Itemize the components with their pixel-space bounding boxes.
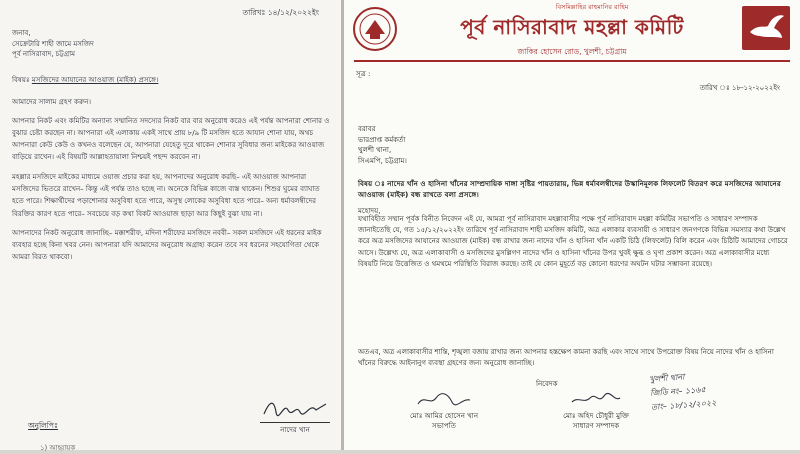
reference-label: সূত্র : bbox=[356, 70, 371, 78]
subject-label: বিষয়ঃ bbox=[12, 75, 30, 84]
body-paragraph: আপনাদের নিকট অনুরোধ জানাচ্ছি– মক্কাশরীফ, মদিনা শরীফের মসজিদে নববী– সকল মসজিদে এই ধরনের মাইক ব্যবহার হচ্ছে কিনা খবর নেন। আপনারা যদি আমাদের অনুরোধ অগ্রাহ্য করেন তবে সব ধরনের সহযোগিতা থেকে আমরা বিরত থাকবো। bbox=[12, 228, 322, 262]
cc-label: অনুলিপিঃ bbox=[28, 421, 58, 430]
recipient-line: সেক্রেটারি শাহী জামে মসজিদ bbox=[12, 39, 94, 48]
subject-line: বিষয় ঃ নাদের খাঁন ও হাসিনা খাঁনের সাম্প্রদায়িক দাঙ্গা সৃষ্টির পায়তারায়, ভিন্ন ধর্মাবলম্বীদের উস্কানিমূলক লিফলেট বিতরণ করে মসজিদের আযানের আওয়াজ (মাইক) বন্ধ রাখতে বলা প্রসঙ্গে। bbox=[358, 179, 781, 199]
signer-name: নাদের খান bbox=[260, 422, 330, 436]
recipient-line: জনাব, bbox=[12, 29, 31, 37]
note-line: খুলশী থানা bbox=[648, 372, 685, 384]
recipient-block bbox=[358, 124, 407, 166]
signature-scribble-icon bbox=[260, 398, 330, 418]
body-paragraph: যথাবিহীত সম্মান পূর্বক বিনীত নিবেদন এই যে, আমরা পূর্ব নাসিরাবাদ মহল্লাবাসীর পক্ষে পূর্ব নাসিরাবাদ মহল্লা কমিটির সভাপতি ও সাধারণ সম্পাদক জানাইতেছি যে, গত ১৫/১২/২০২২ইং তারিখে পূর্ব নাসিরাবাদ শাহী মসজিদ কমিটি, অত্র এলাকার ব্যবসায়ী ও সাধারণ জনগণকে বিভিন্ন সমস্যার কথা উল্লেখ করে অত্র মসজিদের আযানের আওয়াজ (মাইক) বন্ধ রাখার জন্য নাদের খাঁন ও হাসিনা খাঁন একটি চিঠি (লিফলেট) বিলি করেন এবং চিঠিটি আমাদের গোচরে আসে। উল্লেখ্য যে, অত্র এলাকাবাসী ও মসজিদের মুসল্লিগণ নাদের খাঁন ও হাসিনা খাঁনের উপর খুবই ক্ষুব্ধ ও ঘৃণা প্রকাশ করেন। অত্র এলাকাবাসীর মধ্যে বিষয়টি নিয়ে উত্তেজিত ও থমথমে পরিস্থিতি বিরাজ করছে। তাই যে কোন মুহূর্তে বড় কোনো ধরণের অঘটন ঘটার সম্ভাবনা রয়েছে। bbox=[358, 215, 788, 268]
signatory-role: সভাপতি bbox=[432, 422, 456, 430]
note-line: তাং– ১৮/১২/২০২২ bbox=[650, 398, 717, 412]
signature-scribble-icon bbox=[566, 392, 626, 408]
recipient-line: পূর্ব নাসিরাবাদ, চট্টগ্রাম bbox=[12, 50, 75, 58]
bismillah-header: বিসমিল্লাহির রাহমানির রাহিম bbox=[555, 3, 629, 11]
greeting: মহোদয়, bbox=[358, 207, 381, 215]
left-signature-block bbox=[260, 398, 330, 436]
signatory-president bbox=[384, 392, 504, 431]
letter-date: তারিখঃ ১৪/১২/২০২২ইং bbox=[242, 8, 319, 17]
body-paragraph: আপনার নিকট এবং কমিটির অন্যান্য সম্মানিত সদস্যের নিকট বার বার অনুরোধ করেও এই পর্যন্ত আপনারা শোনার ও বুঝার চেষ্টা করছেন না। আপনারা এই এলাকায় একই সাথে প্রায় ৮/৯ টি মসজিদ হতে আযান শোনা যায়, অথচ আপনারা কেউ কেউ ও কখনও বলেছেন যে, আপনারা যেহেতু দূরে থাকেন শোনার সুবিধার জন্য মাইকের আওয়াজ বাড়িয়ে রাখেন। এই বিষয়টি আল্লাহতায়ালা নিশ্চয়ই পছন্দ করবেন না। bbox=[12, 116, 330, 162]
signatory-secretary bbox=[536, 392, 656, 431]
dove-icon bbox=[742, 6, 790, 50]
right-letter bbox=[344, 0, 800, 450]
recipient-block bbox=[12, 28, 333, 60]
cc-line: ১) আহ্বায়ক bbox=[40, 444, 76, 452]
greeting: আমাদের সালাম গ্রহণ করুন। bbox=[12, 97, 91, 106]
body-paragraph: অতএব, অত্র এলাকাবাসীর শান্তি, শৃঙ্খলা বজায় রাখার জন্য আপনার হস্তক্ষেপ কামনা করছি এবং সাথে সাথে উপরোক্ত বিষয় নিয়ে নাদের খাঁন ও হাসিনা খাঁনের বিরুদ্ধে আইনানুগ ব্যবস্থা গ্রহণের জন্য অনুরোধ জানাচ্ছি। bbox=[358, 348, 774, 368]
police-receipt-note bbox=[649, 363, 792, 415]
organization-name: পূর্ব নাসিরাবাদ মহল্লা কমিটি bbox=[460, 15, 684, 39]
left-letter bbox=[0, 0, 341, 450]
committee-logo-icon bbox=[352, 6, 398, 52]
signatory-name: মোঃ অহিদ চৌধুরী মুক্তি bbox=[563, 412, 629, 420]
signatory-role: সাধারণ সম্পাদক bbox=[572, 422, 620, 430]
signature-scribble-icon bbox=[414, 392, 474, 408]
letterhead-rule bbox=[354, 60, 790, 62]
body-paragraph: মহল্লার মসজিদে মাইকের মাধ্যমে ওয়াজ প্রচার করা হয়, আপনাদের অনুরোধ করছি– এই আওয়াজ আপনারা মসজিদের ভিতরে রাখেন– কিন্তু এই পর্যন্ত তাও হচ্ছে না। অনেকে বিভিন্ন কাজে ব্যস্ত থাকেন। শিশুর ঘুমের ব্যাঘাত হতে পারে। শিক্ষার্থীদের পড়াশোনার অসুবিধা হতে পারে, অসুস্থ লোকের অসুবিধা হতে পারে– অন্য ধর্মাবলম্বীদের বিরক্তির কারণ হতে পারে– সবচেয়ে বড় কথা বিকট আওয়াজ ছাড়া আর কিছুই বুঝা যায় না। bbox=[12, 172, 320, 218]
subject-text: মসজিদের আযানের আওয়াজ (মাইক) প্রসঙ্গে। bbox=[31, 75, 159, 84]
signatory-name: মোঃ আমির হোসেন খান bbox=[409, 412, 479, 420]
recipient-line: খুলশী থানা, bbox=[358, 146, 392, 154]
closing: নিবেদক bbox=[536, 380, 558, 388]
note-line: জিডি নং– ১১৬৫ bbox=[649, 385, 707, 398]
organization-address: জাকির হোসেন রোড, খুলশী, চট্টগ্রাম bbox=[517, 47, 627, 56]
recipient-line: বরাবর bbox=[358, 125, 376, 133]
recipient-line: সিএমপি, চট্টগ্রাম। bbox=[358, 156, 407, 165]
recipient-line: ভারপ্রাপ্ত কর্মকর্তা bbox=[358, 135, 406, 144]
subject-line bbox=[12, 74, 333, 86]
letter-date: তারিখ ঃ ১৮-১২-২০২২ইং bbox=[699, 84, 780, 92]
